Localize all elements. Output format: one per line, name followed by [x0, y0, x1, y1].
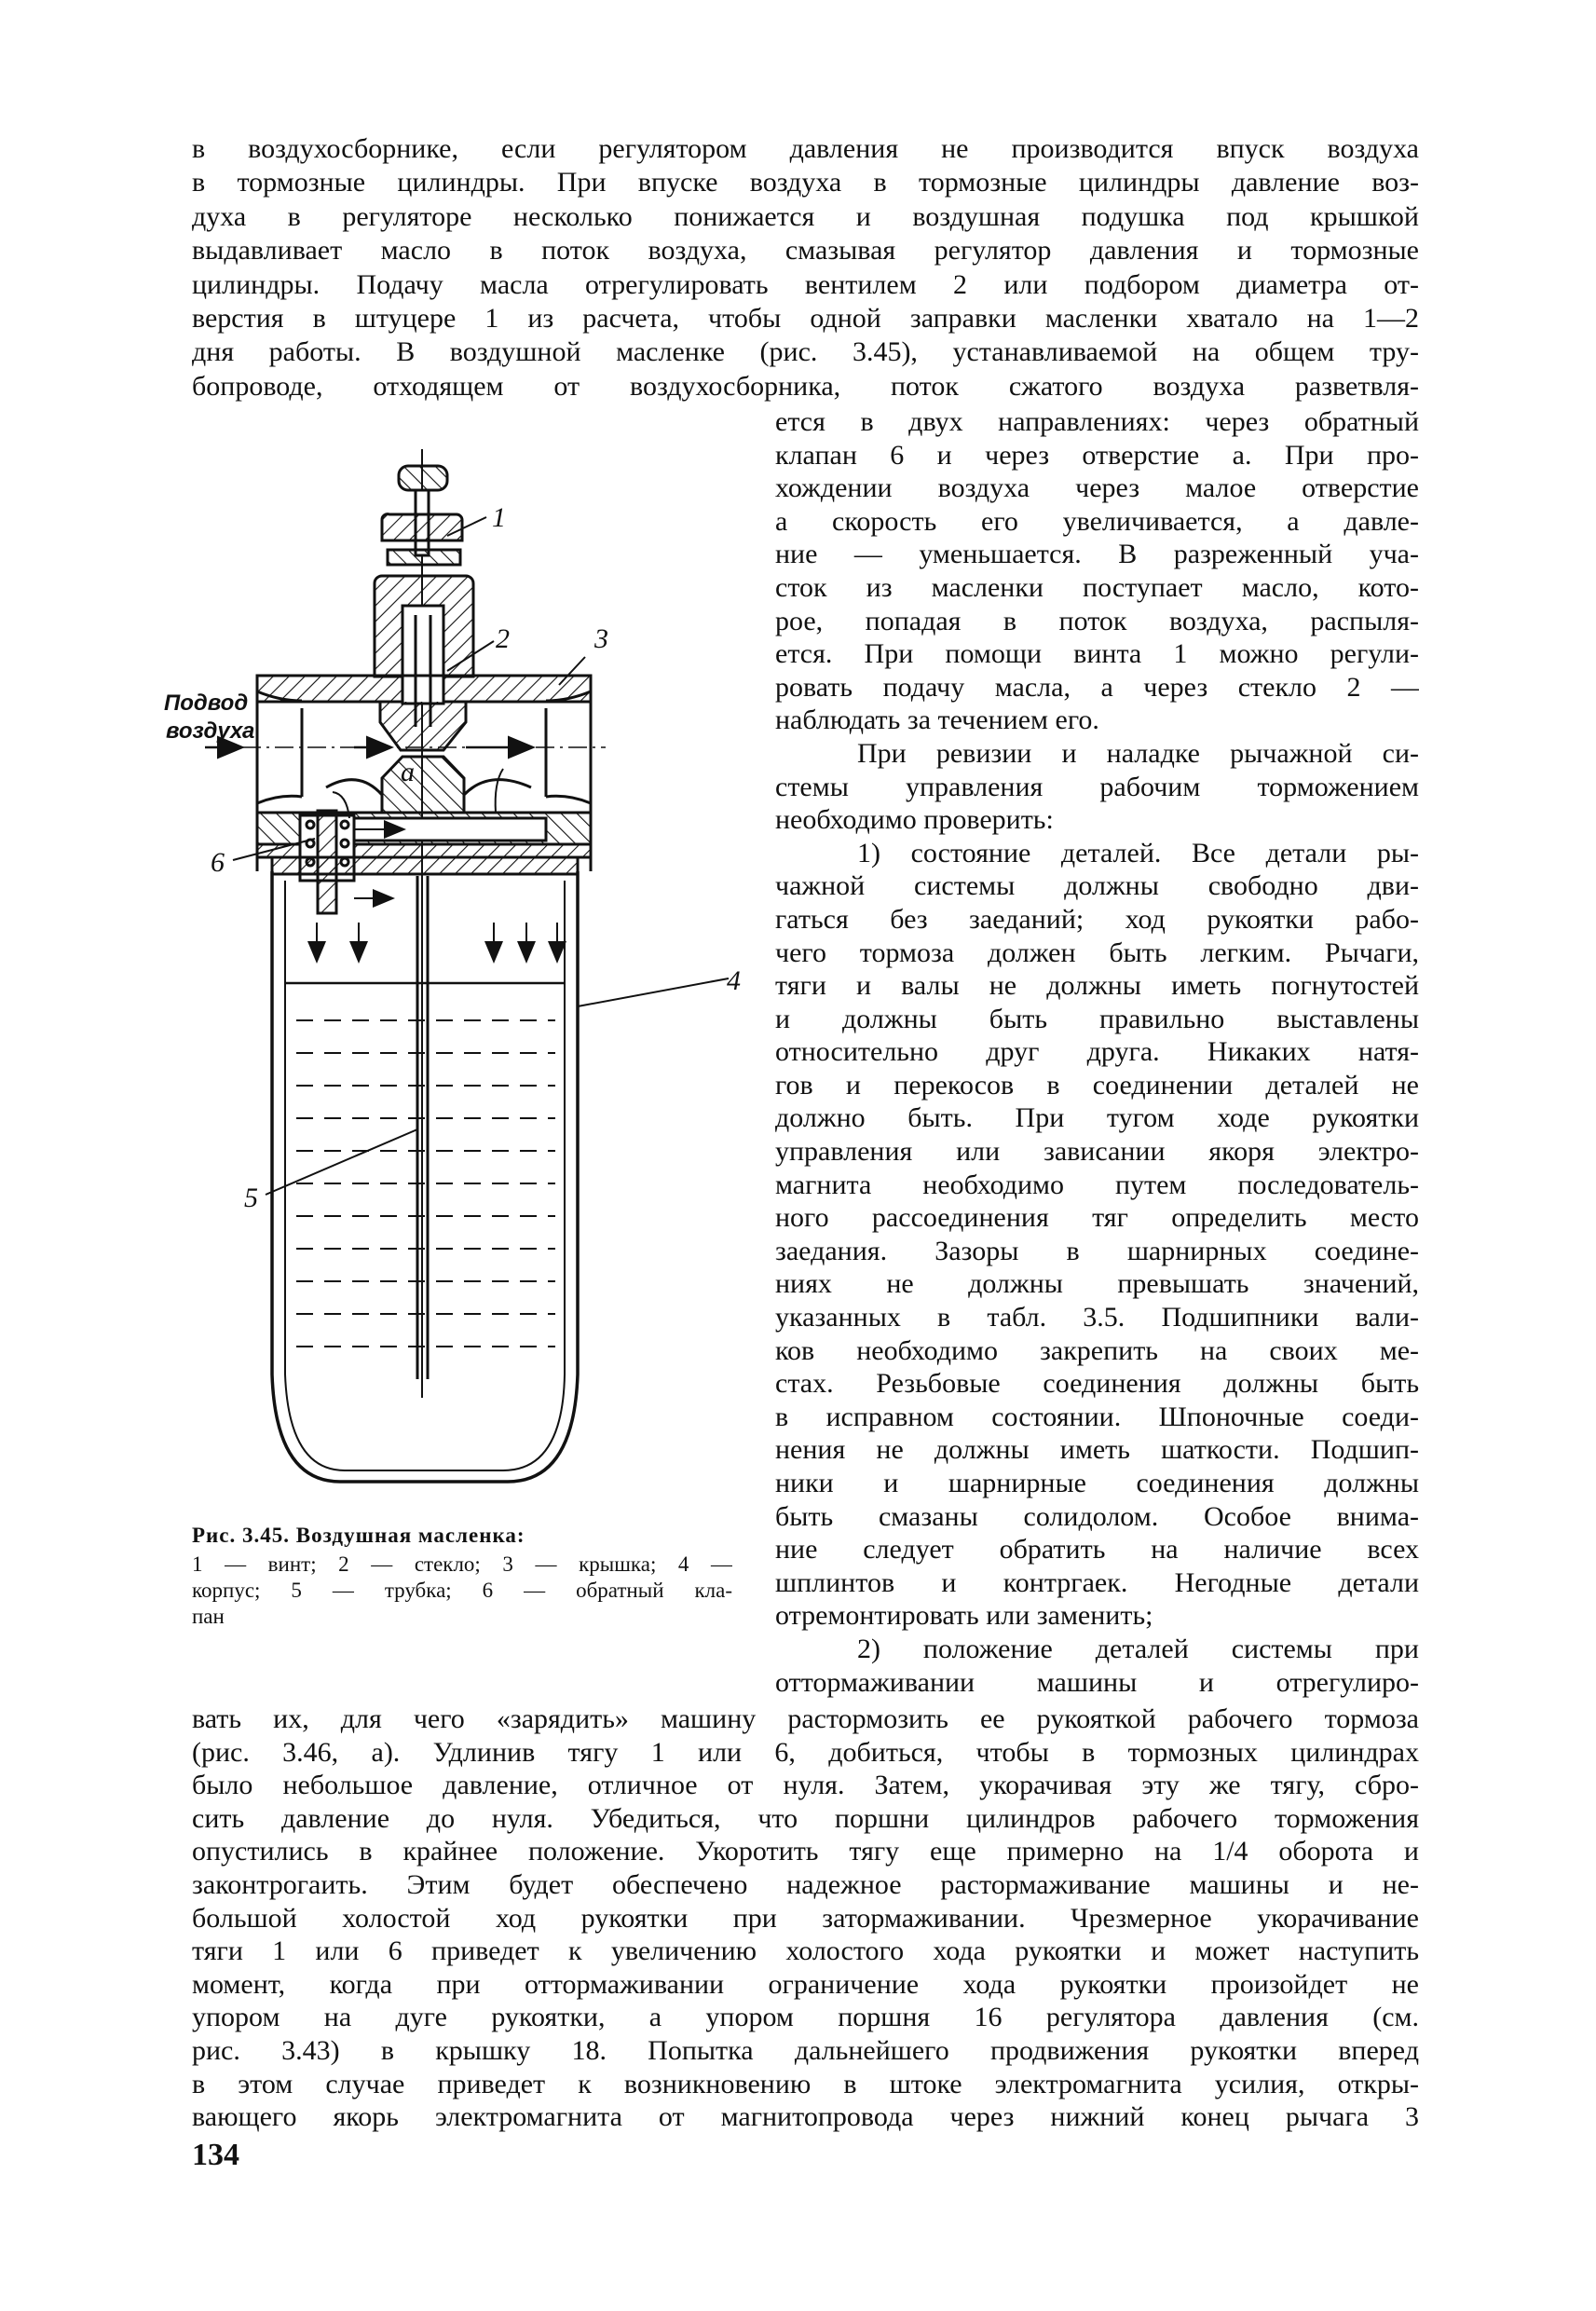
- text-line: нения не должны иметь шаткости. Подшип-: [775, 1434, 1419, 1466]
- text-line: 1) состояние деталей. Все детали ры-: [857, 837, 1419, 868]
- text-line: тяги 1 или 6 приведет к увеличению холостого хода рукоятки и может наступить: [192, 1935, 1419, 1967]
- caption-line: корпус; 5 — трубка; 6 — обратный кла-: [192, 1579, 732, 1602]
- text-line: сить давление до нуля. Убедиться, что поршни цилиндров рабочего торможения: [192, 1802, 1419, 1834]
- text-line: заедания. Зазоры в шарнирных соедине-: [775, 1235, 1419, 1266]
- text-line: 2) положение деталей системы при: [857, 1633, 1419, 1664]
- text-line: чажной системы должны свободно дви-: [775, 870, 1419, 902]
- text-block-right: [775, 405, 1419, 1699]
- caption-line: 1 — винт; 2 — стекло; 3 — крышка; 4 —: [192, 1552, 732, 1576]
- text-line: верстия в штуцере 1 из расчета, чтобы одной заправки масленки хватало на 1—2: [192, 302, 1419, 334]
- text-line: наблюдать за течением его.: [775, 704, 1099, 736]
- text-line: рое, попадая в поток воздуха, распыля-: [775, 605, 1419, 636]
- text-line: магнита необходимо путем последователь-: [775, 1169, 1419, 1200]
- text-line: относительно друг друга. Никаких натя-: [775, 1036, 1419, 1068]
- figure-label-3: 3: [594, 623, 608, 654]
- text-line: вающего якорь электромагнита от магнитопровода через нижний конец рычага 3: [192, 2101, 1419, 2133]
- sight-glass: [402, 606, 443, 682]
- figure-label-6: 6: [211, 847, 225, 878]
- text-line: ние — уменьшается. В разреженный уча-: [775, 539, 1419, 570]
- air-inlet-label-line1: Подвод: [164, 691, 249, 716]
- text-block-bottom: [192, 1702, 1419, 2134]
- text-line: клапан 6 и через отверстие а. При про-: [775, 439, 1419, 471]
- figure-label-2: 2: [496, 623, 510, 654]
- text-line: было небольшое давление, отличное от нуля. Затем, укорачивая эту же тягу, сбро-: [192, 1770, 1419, 1801]
- text-line: большой холостой ход рукоятки при затормаживании. Чрезмерное укорачивание: [192, 1902, 1419, 1934]
- text-line: ники и шарнирные соединения должны: [775, 1468, 1419, 1498]
- figure-label-5: 5: [244, 1183, 258, 1213]
- text-line: в тормозные цилиндры. При впуске воздуха в тормозные цилиндры давление воз-: [192, 167, 1419, 198]
- caption-line: пан: [192, 1605, 225, 1628]
- text-line: дня работы. В воздушной масленке (рис. 3.45), устанавливаемой на общем тру-: [192, 336, 1419, 368]
- text-line: выдавливает масло в поток воздуха, смазывая регулятор давления и тормозные: [192, 235, 1419, 267]
- text-line: При ревизии и наладке рычажной си-: [857, 737, 1419, 769]
- figure-label-a: а: [401, 757, 415, 787]
- venturi-block: [382, 757, 464, 813]
- text-line: ниях не должны превышать значений,: [775, 1268, 1419, 1300]
- air-inlet-label-line2: воздуха: [166, 718, 255, 744]
- text-line: рис. 3.43) в крышку 18. Попытка дальнейшего продвижения рукоятки вперед: [192, 2034, 1419, 2066]
- text-line: оттормаживании машины и отрегулиро-: [775, 1666, 1419, 1698]
- text-line: в воздухосборнике, если регулятором давления не производится впуск воздуха: [192, 133, 1419, 164]
- text-line: необходимо проверить:: [775, 804, 1054, 836]
- text-line: ется в двух направлениях: через обратный: [775, 406, 1419, 437]
- text-line: сток из масленки поступает масло, кото-: [775, 571, 1419, 603]
- text-line: и должны быть правильно выставлены: [775, 1003, 1419, 1034]
- figure-label-1: 1: [492, 502, 506, 533]
- text-line: быть смазаны солидолом. Особое внима-: [775, 1500, 1419, 1532]
- text-line: момент, когда при оттормаживании ограничение хода рукоятки произойдет не: [192, 1968, 1419, 2000]
- text-line: а скорость его увеличивается, а давле-: [775, 505, 1419, 537]
- text-line: управления или зависании якоря электро-: [775, 1136, 1419, 1168]
- figure-caption: [192, 1523, 732, 1630]
- text-line: чего тормоза должен быть легким. Рычаги,: [775, 937, 1419, 968]
- text-line: гаться без заеданий; ход рукоятки рабо-: [775, 903, 1419, 935]
- body: [272, 871, 578, 1482]
- text-line: ние следует обратить на наличие всех: [775, 1534, 1419, 1566]
- figure-air-oiler: [0, 0, 764, 1510]
- screw-knob: [399, 466, 447, 490]
- text-line: тяги и валы не должны иметь погнутостей: [775, 970, 1419, 1002]
- text-line: стах. Резьбовые соединения должны быть: [775, 1368, 1419, 1400]
- text-line: ков необходимо закрепить на своих ме-: [775, 1334, 1419, 1366]
- text-line: опустились в крайнее положение. Укоротить тягу еще примерно на 1/4 оборота и: [192, 1836, 1419, 1867]
- text-line: вать их, для чего «зарядить» машину растормозить ее рукояткой рабочего тормоза: [192, 1703, 1419, 1734]
- figure-label-4: 4: [727, 965, 741, 996]
- text-line: ется. При помощи винта 1 можно регули-: [775, 638, 1419, 670]
- text-line: (рис. 3.46, а). Удлинив тягу 1 или 6, добиться, чтобы в тормозных цилиндрах: [192, 1736, 1419, 1768]
- text-line: ного рассоединения тяг определить место: [775, 1202, 1419, 1234]
- text-line: указанных в табл. 3.5. Подшипники вали-: [775, 1302, 1419, 1333]
- text-line: хождении воздуха через малое отверстие: [775, 472, 1419, 504]
- text-line: в этом случае приведет к возникновению в штоке электромагнита усилия, откры-: [192, 2068, 1419, 2099]
- page-number: 134: [192, 2138, 239, 2172]
- text-line: должно быть. При тугом ходе рукоятки: [775, 1102, 1419, 1134]
- text-line: упором на дуге рукоятки, а упором поршня 16 регулятора давления (см.: [192, 2002, 1419, 2033]
- text-line: отремонтировать или заменить;: [775, 1600, 1153, 1632]
- text-line: ровать подачу масла, а через стекло 2 —: [775, 671, 1419, 703]
- text-line: бопроводе, отходящем от воздухосборника, поток сжатого воздуха разветвля-: [192, 370, 1419, 402]
- text-line: законтрогаить. Этим будет обеспечено надежное растормаживание машины и не-: [192, 1868, 1419, 1900]
- caption-title: Рис. 3.45. Воздушная масленка:: [192, 1524, 525, 1547]
- text-line: цилиндры. Подачу масла отрегулировать вентилем 2 или подбором диаметра от-: [192, 268, 1419, 300]
- text-line: стемы управления рабочим торможением: [775, 771, 1419, 802]
- text-line: духа в регуляторе несколько понижается и воздушная подушка под крышкой: [192, 200, 1419, 232]
- text-line: гов и перекосов в соединении деталей не: [775, 1069, 1419, 1101]
- text-line: шплинтов и контргаек. Негодные детали: [775, 1566, 1419, 1598]
- text-line: в исправном состоянии. Шпоночные соеди-: [775, 1401, 1419, 1432]
